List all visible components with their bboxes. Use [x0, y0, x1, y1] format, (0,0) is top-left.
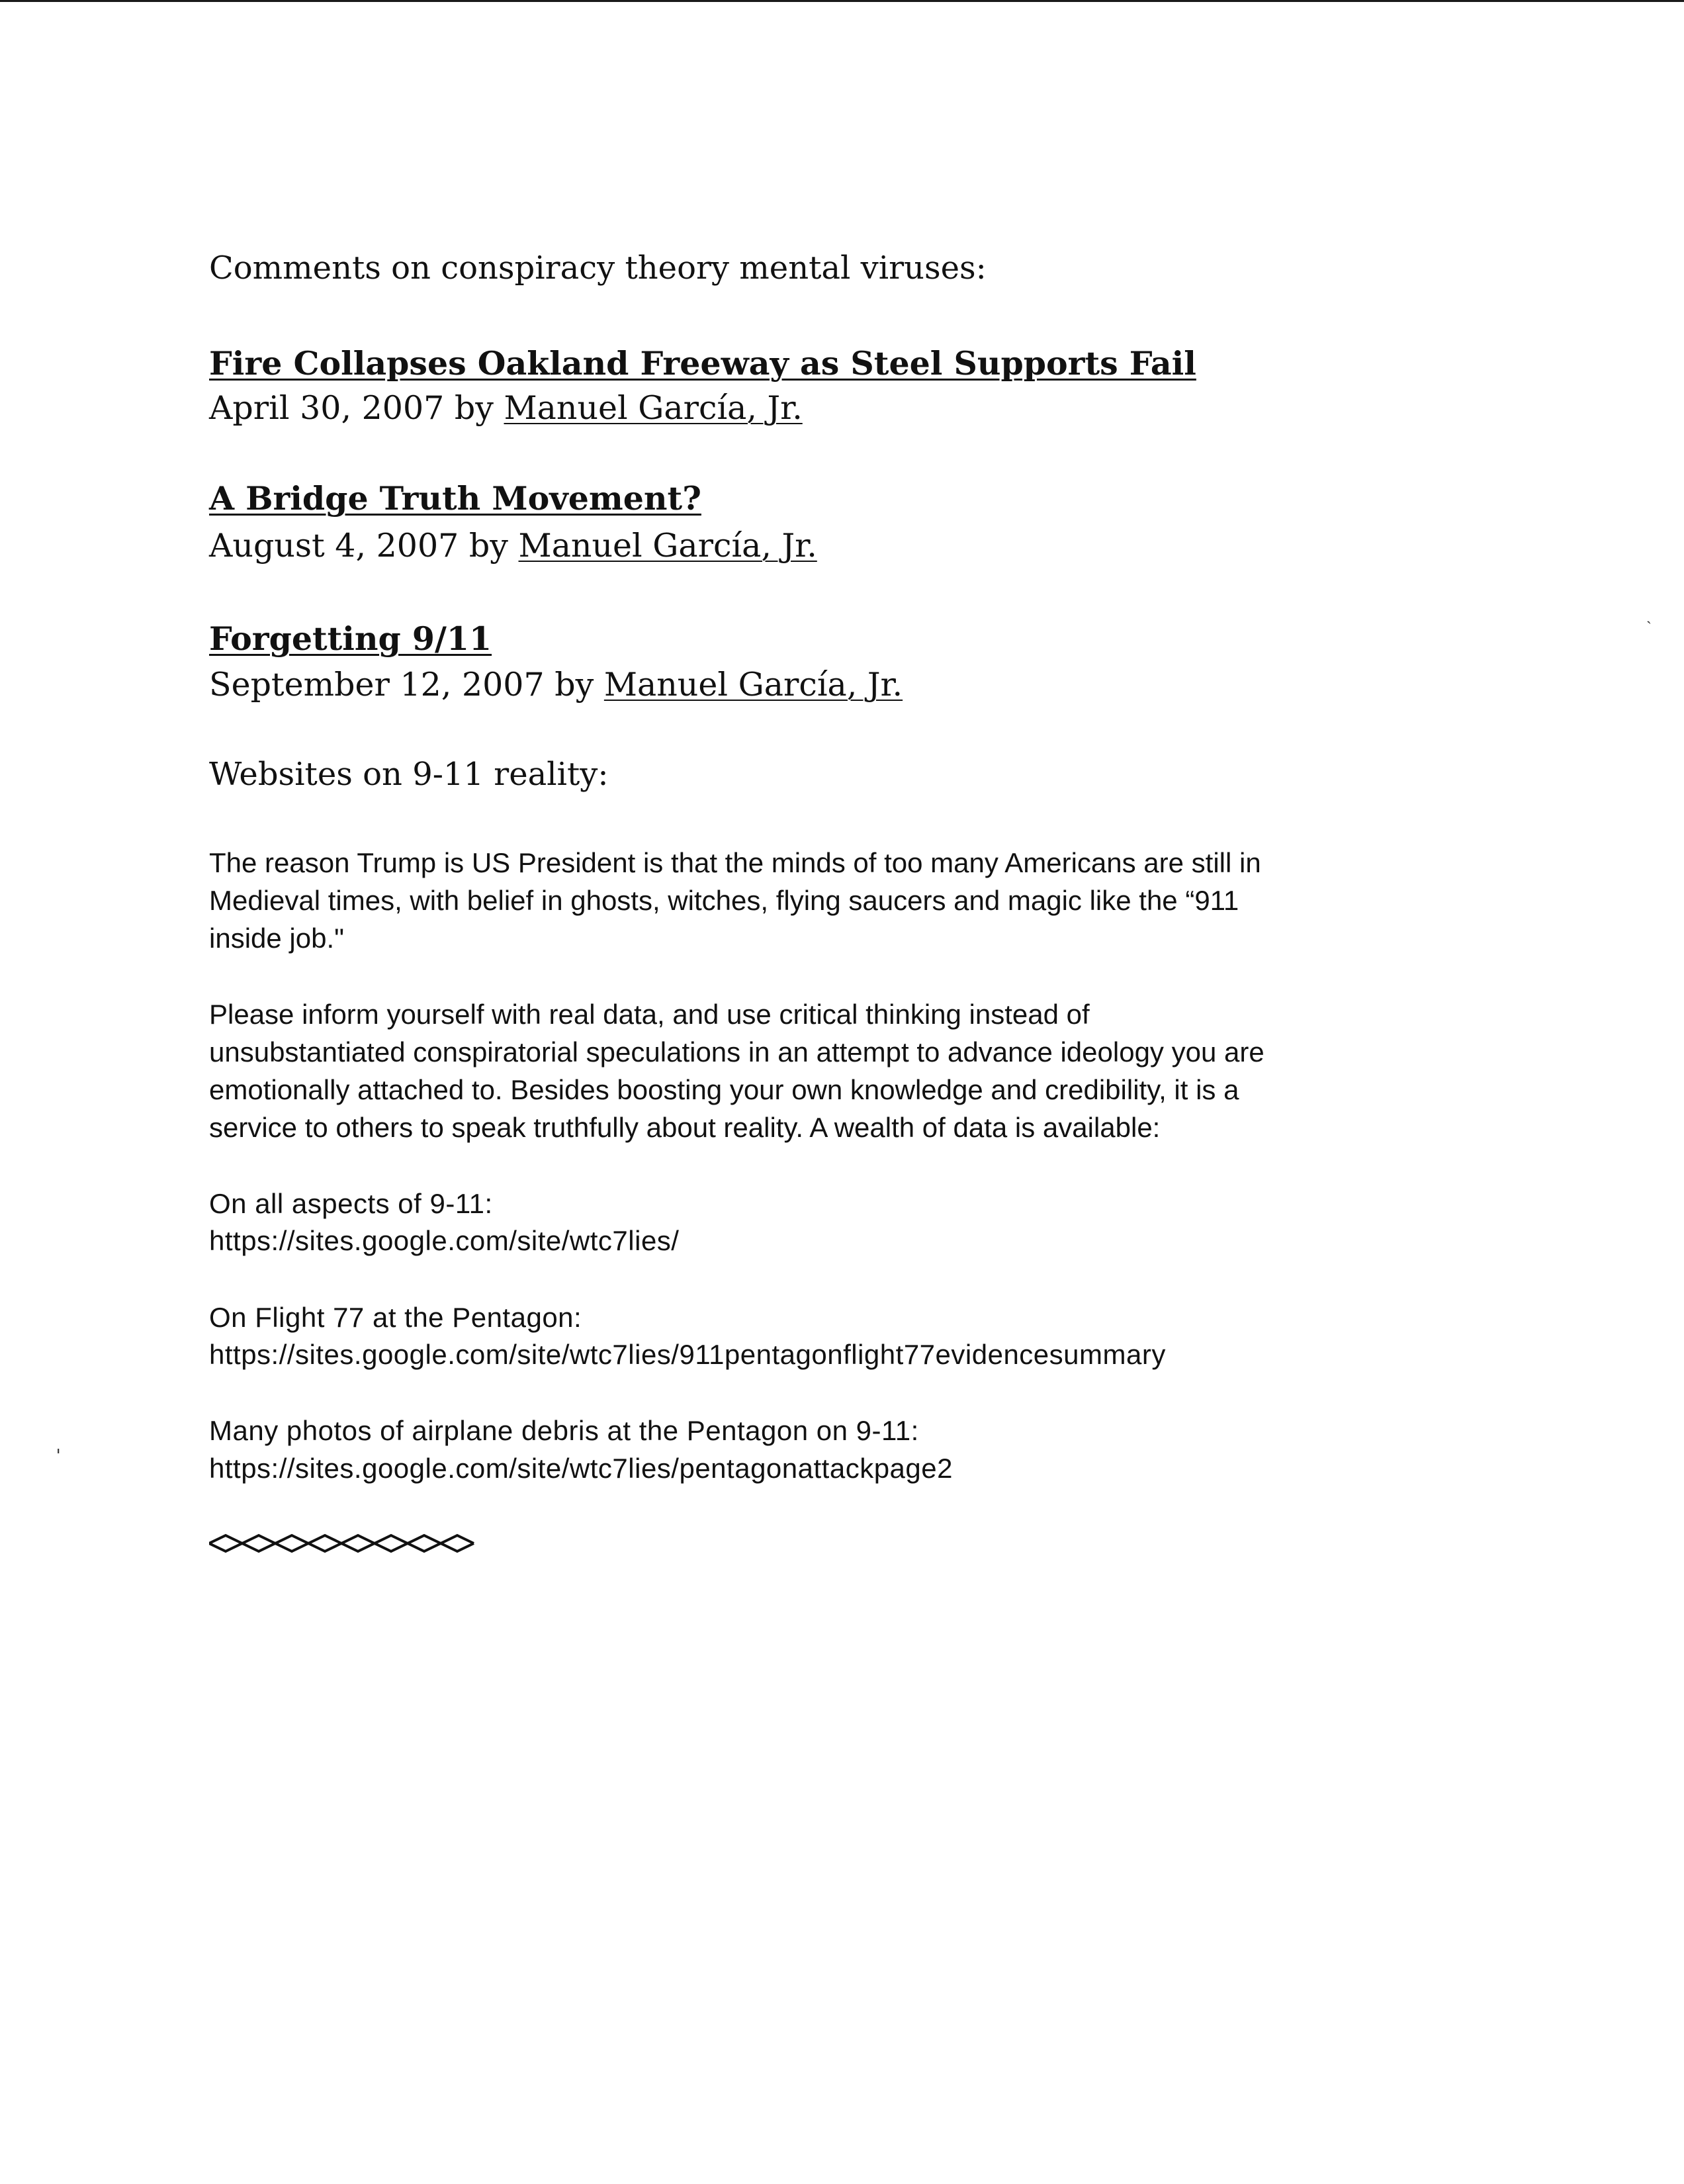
- resource-url-3[interactable]: https://sites.google.com/site/wtc7lies/pentagonattackpage2: [209, 1453, 953, 1484]
- paragraph-line: The reason Trump is US President is that the minds of too many Americans are still in: [209, 847, 1261, 878]
- resource-label-2: On Flight 77 at the Pentagon:: [209, 1302, 582, 1333]
- article-byline-2: [209, 524, 817, 568]
- resource-label-3: Many photos of airplane debris at the Pentagon on 9-11:: [209, 1415, 919, 1446]
- article-byline-3: [209, 663, 903, 707]
- article-title-1[interactable]: Fire Collapses Oakland Freeway as Steel Supports Fail: [209, 344, 1196, 383]
- article-date-2: August 4, 2007 by: [209, 527, 519, 565]
- author-link-1[interactable]: Manuel García, Jr.: [504, 389, 803, 427]
- resource-label-1: On all aspects of 9-11:: [209, 1188, 493, 1219]
- resource-url-2[interactable]: https://sites.google.com/site/wtc7lies/911pentagonflight77evidencesummary: [209, 1339, 1166, 1370]
- websites-heading: Websites on 9-11 reality:: [209, 756, 609, 793]
- paragraph-line: emotionally attached to. Besides boosting your own knowledge and credibility, it is a: [209, 1074, 1239, 1105]
- resource-url-1[interactable]: https://sites.google.com/site/wtc7lies/: [209, 1225, 680, 1256]
- paragraph-line: Medieval times, with belief in ghosts, witches, flying saucers and magic like the “911: [209, 885, 1239, 916]
- scan-artifact: ˏ: [1646, 606, 1652, 624]
- paragraph-line: unsubstantiated conspiratorial speculations in an attempt to advance ideology you are: [209, 1036, 1264, 1068]
- paragraph-trump: [209, 844, 1453, 957]
- article-date-3: September 12, 2007 by: [209, 666, 604, 704]
- article-title-2[interactable]: A Bridge Truth Movement?: [209, 479, 701, 518]
- paragraph-line: inside job.": [209, 923, 345, 954]
- article-title-3[interactable]: Forgetting 9/11: [209, 619, 492, 658]
- article-byline-1: [209, 387, 803, 430]
- author-link-2[interactable]: Manuel García, Jr.: [518, 527, 817, 565]
- intro-heading: Comments on conspiracy theory mental viruses:: [209, 250, 987, 287]
- page-top-rule: [0, 0, 1684, 2]
- paragraph-line: service to others to speak truthfully about reality. A wealth of data is available:: [209, 1112, 1161, 1143]
- paragraph-inform: [209, 995, 1453, 1146]
- paragraph-line: Please inform yourself with real data, and use critical thinking instead of: [209, 999, 1090, 1030]
- diamond-ornament-divider: [209, 1530, 480, 1557]
- article-date-1: April 30, 2007 by: [209, 389, 504, 427]
- scan-artifact: ˈ: [56, 1446, 62, 1469]
- author-link-3[interactable]: Manuel García, Jr.: [603, 666, 903, 704]
